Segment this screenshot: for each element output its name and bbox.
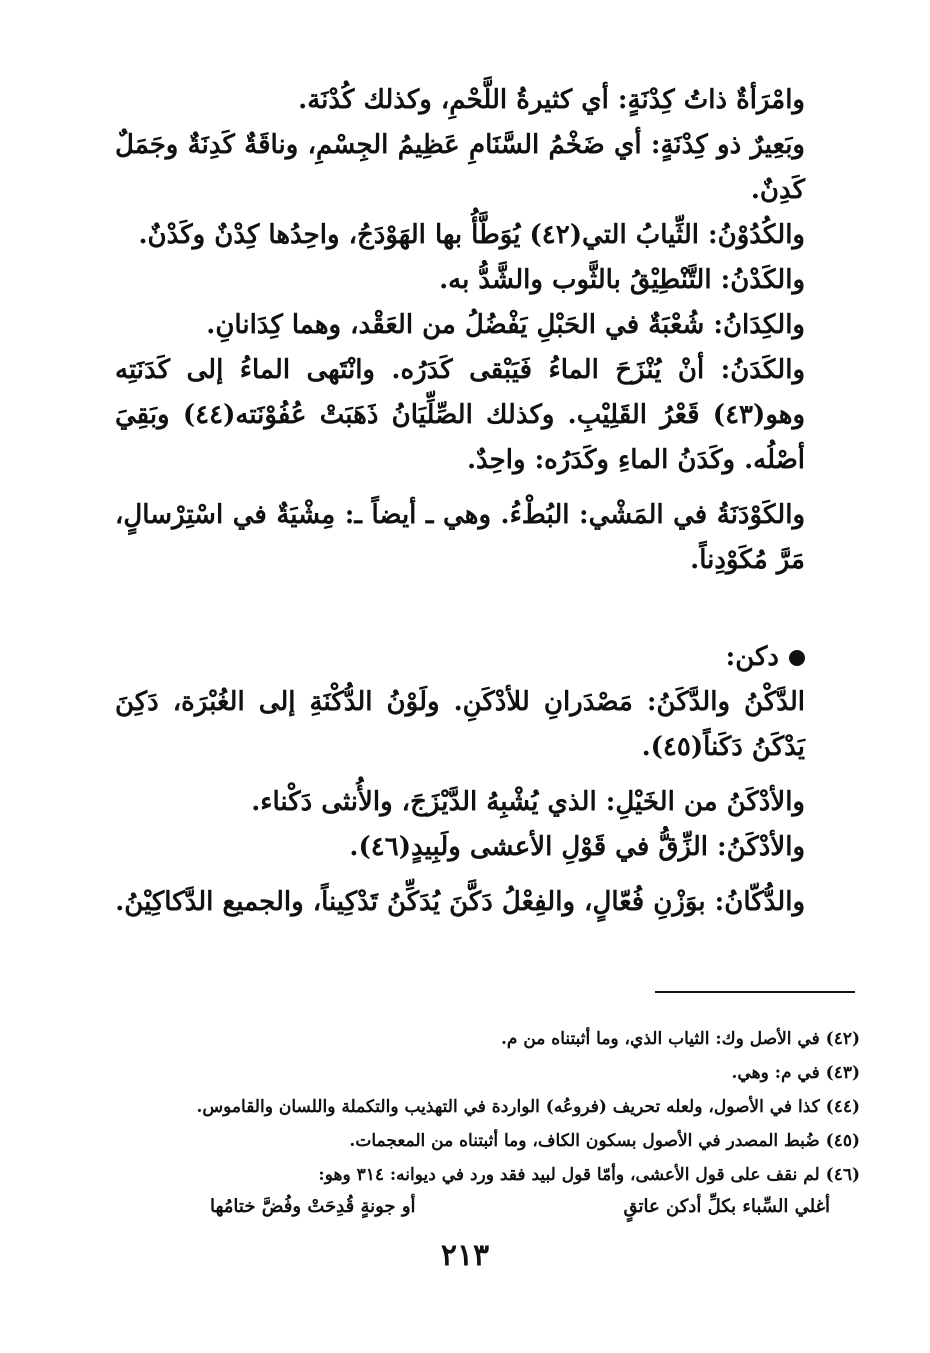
footnote-46: (٤٦) لم نقف على قول الأعشى، وأمّا قول لبيد فقد ورد في ديوانه: ٣١٤ وهو:: [318, 1165, 860, 1185]
section-heading: [115, 635, 805, 680]
paragraph-kawdana: والكَوْدَنَةُ في المَشْي: البُطْءُ. وهي ـ أيضاً ـ: مِشْيَةٌ في اسْتِرْسالٍ، مَرَّ مُكَوْدِناً.: [115, 500, 806, 575]
footnotes: [100, 1022, 860, 1222]
spacer: [115, 583, 805, 635]
bullet-icon: [789, 650, 805, 666]
paragraph-kidan: والكِدَانُ: شُعْبَةٌ في الحَبْلِ يَفْضُلُ من العَقْد، وهما كِدَانانِ.: [206, 310, 805, 340]
paragraph-adkan-khayl: والأدْكَنُ من الخَيْلِ: الذي يُشْبِهُ الدَّيْزَجَ، والأُنثى دَكْناء.: [251, 787, 805, 817]
footnote-43: (٤٣) في م: وهي.: [731, 1063, 860, 1083]
footnote-44: (٤٤) كذا في الأصول، ولعله تحريف (فروعُه) الواردة في التهذيب والتكملة واللسان والقاموس.: [196, 1097, 860, 1117]
paragraph-adkan-ziqq: والأدْكَنُ: الزِّقُّ في قَوْلِ الأعشى ولَبِيدٍ(٤٦).: [349, 832, 805, 862]
paragraph-dakn: الدَّكْنُ والدَّكَنُ: مَصْدَرانِ للأدْكَنِ. ولَوْنُ الدُّكْنَةِ إلى الغُبْرَة، دَكِنَ يَدْكَنُ دَكَناً(٤٥).: [115, 687, 805, 762]
paragraph-kudun: والكُدُوْنُ: الثِّيابُ التي(٤٢) يُوَطَّأُ بها الهَوْدَجُ، واحِدُها كِدْنٌ وكَدْنٌ.: [138, 220, 805, 250]
footnote-45: (٤٥) ضُبط المصدر في الأصول بسكون الكاف، وما أثبتناه من المعجمات.: [349, 1131, 860, 1151]
verse-first-hemistich: أغلي السِّباء بكلِّ أدكن عاتقٍ: [623, 1196, 830, 1217]
paragraph-imraa: وامْرَأةٌ ذاتُ كِدْنَةٍ: أي كثيرةُ اللَّحْمِ، وكذلك كُدْنَة.: [298, 85, 805, 115]
paragraph-kadan: والكَدَنُ: أنْ يُنْزَحَ الماءُ فَيَبْقى كَدَرُه. وانْتَهى الماءُ إلى كَدَنَتِه وهو(٤٣) قَعْرُ القَلِيْبِ. وكذلك الصِّلِّيَانُ ذَهَبَتْ عُفُوْنَته(٤٤) وبَقِيَ أصْلُه. وكَدَنُ الماءِ وكَدَرُه: واحِدٌ.: [115, 355, 806, 475]
verse-second-hemistich: أو جونةٍ قُدِحَتْ وفُضَّ ختامُها: [210, 1196, 416, 1217]
footnote-42: (٤٢) في الأصل وك: الثياب الذي، وما أثبتناه من م.: [500, 1029, 860, 1049]
footnote-divider: [655, 991, 855, 993]
spacer: [115, 770, 805, 780]
paragraph-baeer: وبَعِيرٌ ذو كِدْنَةٍ: أي ضَخْمُ السَّنَامِ عَظِيمُ الجِسْمِ، وناقَةٌ كَدِنَةٌ وجَمَلٌ كَدِنٌ.: [115, 130, 805, 205]
paragraph-dukkan: والدُّكّانُ: بوَزْنِ فُعّالٍ، والفِعْلُ دَكَّنَ يُدَكِّنُ تَدْكِيناً، والجميع الدَّكاكِيْنُ.: [115, 887, 805, 917]
verse: [210, 1192, 830, 1222]
paragraph-kadn: والكَدْنُ: التَّنْطِيْقُ بالثَّوب والشَّدُّ به.: [439, 265, 805, 295]
main-text: [115, 78, 805, 925]
spacer: [115, 483, 805, 493]
section-heading-label: دكن:: [725, 642, 779, 672]
page-number: ٢١٣: [440, 1238, 490, 1273]
spacer: [115, 870, 805, 880]
